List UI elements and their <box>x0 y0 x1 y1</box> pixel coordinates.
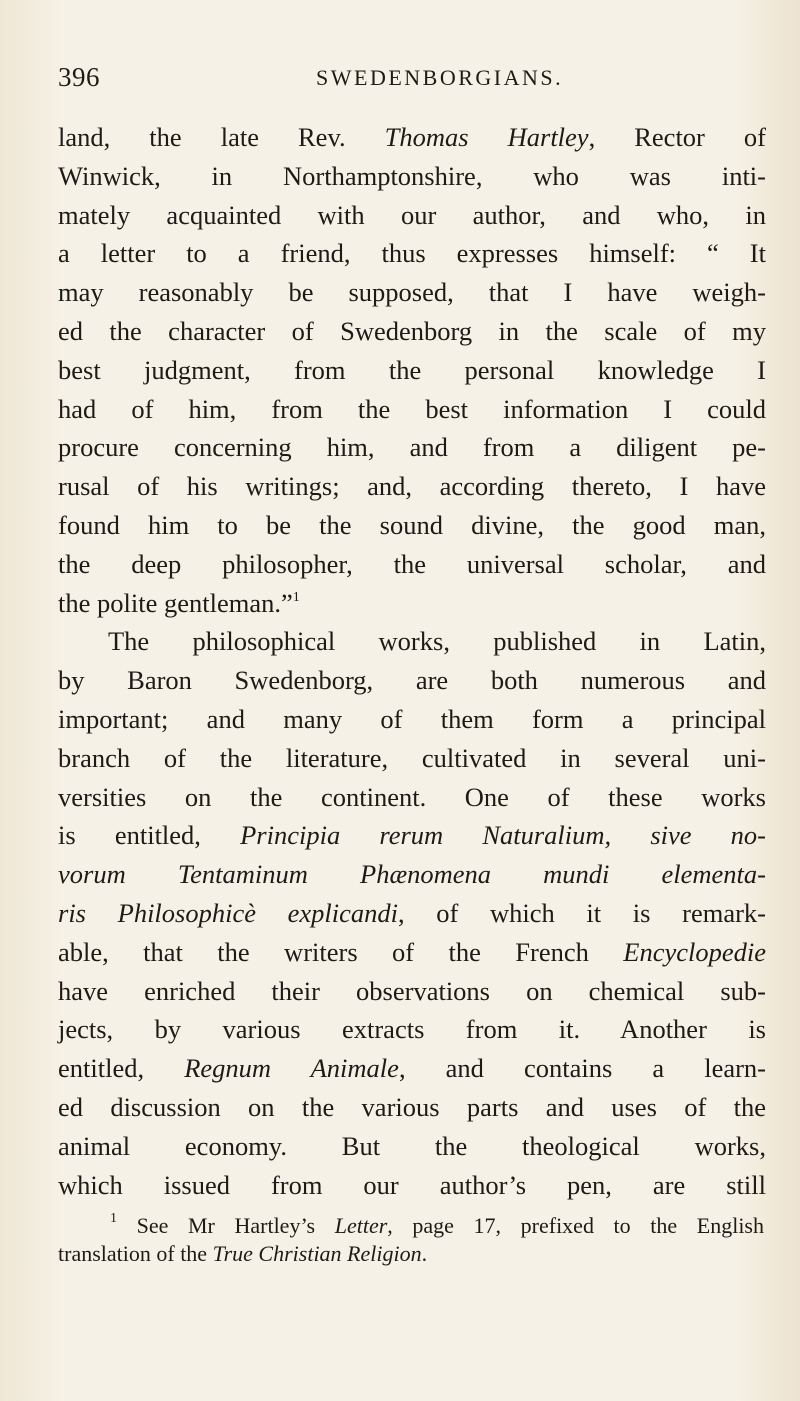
text-line: found him to be the sound divine, the good man, <box>58 509 766 540</box>
text-line: had of him, from the best information I could <box>58 393 766 424</box>
text-line: land, the late Rev. Thomas Hartley, Rector of <box>58 122 766 152</box>
text-line: branch of the literature, cultivated in several uni- <box>58 742 766 773</box>
text-line: Winwick, in Northamptonshire, who was inti- <box>58 160 766 191</box>
text-line: able, that the writers of the French Encyclopedie <box>58 936 767 967</box>
text-line: the deep philosopher, the universal scholar, and <box>58 548 766 579</box>
footnote-reference: 1 <box>292 589 300 605</box>
text-line: by Baron Swedenborg, are both numerous and <box>58 665 766 696</box>
footnote <box>58 1212 764 1268</box>
footnote-line: translation of the True Christian Religion. <box>58 1241 428 1266</box>
text-line: ed the character of Swedenborg in the scale of my <box>58 315 766 346</box>
page-number: 396 <box>58 62 100 92</box>
text-line: versities on the continent. One of these works <box>58 781 766 812</box>
text-line: which issued from our author’s pen, are still <box>58 1169 766 1200</box>
footnote-marker: 1 <box>110 1211 117 1226</box>
text-line: procure concerning him, and from a diligent pe- <box>58 432 766 463</box>
text-line: is entitled, Principia rerum Naturalium, sive no- <box>58 820 766 851</box>
footnote-line: $^1$ See Mr Hartley’s Letter, page 17, prefixed to the English <box>110 1211 764 1238</box>
text-line: may reasonably be supposed, that I have weigh- <box>58 277 766 308</box>
text-line: important; and many of them form a principal <box>58 703 766 734</box>
text-line: have enriched their observations on chemical sub- <box>58 975 766 1006</box>
text-line: rusal of his writings; and, according thereto, I have <box>58 471 766 502</box>
text-line: animal economy. But the theological works, <box>58 1130 766 1161</box>
page-header <box>58 62 738 102</box>
body-text <box>58 118 766 1204</box>
text-line: entitled, Regnum Animale, and contains a learn- <box>58 1053 766 1084</box>
text-line: ris Philosophicè explicandi, of which it is remark- <box>58 897 766 928</box>
text-line: mately acquainted with our author, and who, in <box>58 199 766 230</box>
text-line: vorum Tentaminum Phænomena mundi elementa- <box>58 859 766 890</box>
text-line: the polite gentleman.”$^1$ <box>58 587 300 618</box>
running-head: SWEDENBORGIANS. <box>316 65 564 90</box>
text-line: The philosophical works, published in Latin, <box>108 626 766 657</box>
text-line: best judgment, from the personal knowledge I <box>58 354 766 385</box>
text-line: jects, by various extracts from it. Another is <box>58 1014 766 1045</box>
text-line: a letter to a friend, thus expresses himself: “ It <box>58 238 766 269</box>
text-line: ed discussion on the various parts and uses of the <box>58 1091 766 1122</box>
